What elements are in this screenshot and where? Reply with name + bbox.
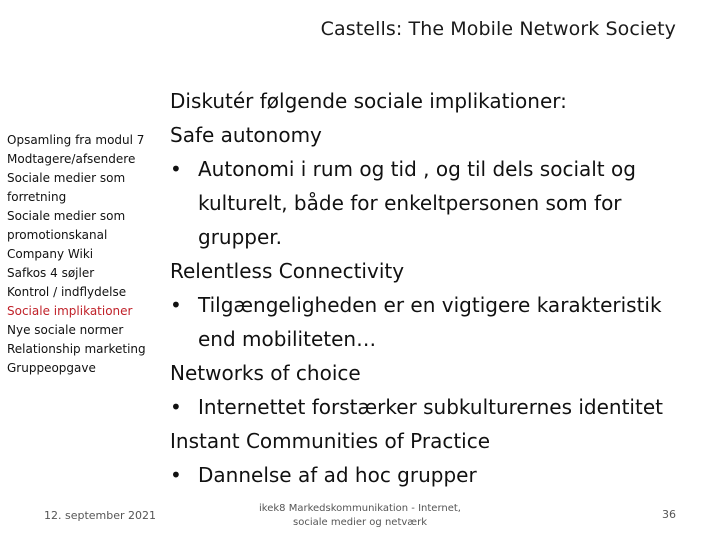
section-heading: Relentless Connectivity <box>170 259 405 283</box>
sidebar-item-gruppeopgave: Gruppeopgave <box>7 361 96 375</box>
sidebar-item-sociale-implikationer: Sociale implikationer <box>7 304 133 318</box>
intro-text: Diskutér følgende sociale implikationer: <box>170 89 567 113</box>
sidebar-item-promotionskanal: Sociale medier som promotionskanal <box>7 209 126 242</box>
bullet-item <box>170 458 690 492</box>
bullet-icon: • <box>170 293 182 317</box>
slide-title: Castells: The Mobile Network Society <box>320 18 676 40</box>
bullet-item <box>170 152 690 254</box>
page-number: 36 <box>662 508 676 521</box>
sidebar-item-kontrol: Kontrol / indflydelse <box>7 285 127 299</box>
sidebar-item-relationship: Relationship marketing <box>7 342 146 356</box>
bullet-text: Tilgængeligheden er en vigtigere karakteristik end mobiliteten… <box>198 293 662 351</box>
bullet-icon: • <box>170 395 182 419</box>
footer-course-title: ikek8 Markedskommunikation - Internet, sociale medier og netværk <box>259 503 461 528</box>
sidebar-item-opsamling: Opsamling fra modul 7 <box>7 133 145 147</box>
sidebar-item-safkos: Safkos 4 søjler <box>7 266 95 280</box>
slide-body <box>170 84 690 492</box>
sidebar-agenda <box>7 131 167 378</box>
footer-date: 12. september 2021 <box>44 509 157 522</box>
sidebar-item-nye-normer: Nye sociale normer <box>7 323 124 337</box>
section-heading: Safe autonomy <box>170 123 322 147</box>
bullet-icon: • <box>170 157 182 181</box>
bullet-item <box>170 288 690 356</box>
bullet-text: Internettet forstærker subkulturernes identitet <box>198 395 663 419</box>
sidebar-item-modtagere: Modtagere/afsendere <box>7 152 136 166</box>
bullet-text: Autonomi i rum og tid , og til dels socialt og kulturelt, både for enkeltpersonen som for grupper. <box>198 157 636 249</box>
bullet-item <box>170 390 690 424</box>
bullet-icon: • <box>170 463 182 487</box>
sidebar-item-company-wiki: Company Wiki <box>7 247 94 261</box>
section-heading: Instant Communities of Practice <box>170 429 491 453</box>
section-heading: Networks of choice <box>170 361 361 385</box>
bullet-text: Dannelse af ad hoc grupper <box>198 463 477 487</box>
sidebar-item-forretning: Sociale medier som forretning <box>7 171 126 204</box>
